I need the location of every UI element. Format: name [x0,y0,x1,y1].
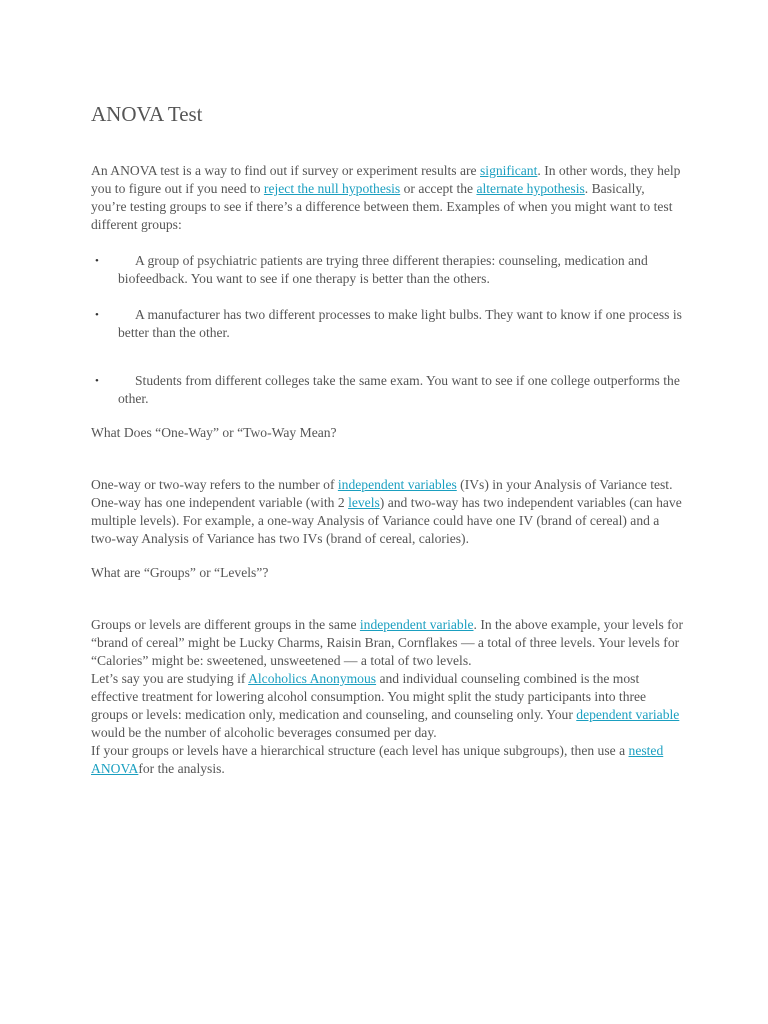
section1-text-1: One-way or two-way refers to the number of [91,477,338,492]
list-item-text: A group of psychiatric patients are trying three different therapies: counseling, medication and biofeedback. You want to see if one therapy is better than the others. [118,253,648,286]
intro-text-2: . In other words, they help you to figure out if you need to [91,163,681,196]
link-dependent-variable[interactable]: dependent variable [576,707,680,722]
bullet-icon: • [95,309,99,321]
list-item [91,372,683,408]
intro-text-1: An ANOVA test is a way to find out if survey or experiment results are [91,163,480,178]
page-title: ANOVA Test [91,102,203,126]
intro-text-4: . Basically, you’re testing groups to see if there’s a difference between them. Examples of when you might want to test different groups: [91,181,673,232]
section1-text-3: ) and two-way has two independent variables (can have multiple levels). For example, a one-way Analysis of Variance could have one IV (brand of cereal) and a two-way Analysis of Variance has two IVs (brand of cereal, calories). [91,495,682,546]
link-alcoholics-anonymous[interactable]: Alcoholics Anonymous [248,671,377,686]
one-way-paragraph [91,476,683,548]
examples-list [91,252,683,408]
alcoholics-paragraph [91,670,683,742]
section-heading-groups-levels: What are “Groups” or “Levels”? [91,565,269,580]
groups-text-1: Groups or levels are different groups in the same [91,617,360,632]
document-body [91,100,683,778]
link-reject-null-hypothesis[interactable]: reject the null hypothesis [263,181,401,196]
intro-text-3: or accept the [400,181,477,196]
alcoholics-text-3: would be the number of alcoholic beverages consumed per day. [91,725,437,740]
alcoholics-text-1: Let’s say you are studying if [91,671,249,686]
nested-text-2: for the analysis. [138,761,225,776]
bullet-icon: • [95,375,99,387]
groups-text-2: . In the above example, your levels for “brand of cereal” might be Lucky Charms, Raisin Bran, Cornflakes — a total of three levels. Your levels for “Calories” might be: sweetened, unsweetened — a total of two levels. [91,617,684,668]
link-nested-anova[interactable]: nested ANOVA [91,743,664,776]
nested-text-1: If your groups or levels have a hierarchical structure (each level has unique subgroups), then use a [91,743,629,758]
list-item [91,306,683,342]
link-alternate-hypothesis[interactable]: alternate hypothesis [476,181,585,196]
list-item-text: A manufacturer has two different processes to make light bulbs. They want to know if one process is better than the other. [118,307,682,340]
groups-paragraph [91,616,683,670]
link-significant[interactable]: significant [480,163,538,178]
nested-paragraph [91,742,683,778]
section1-text-2: (IVs) in your Analysis of Variance test. One-way has one independent variable (with 2 [91,477,673,510]
link-independent-variables[interactable]: independent variables [337,477,457,492]
bullet-icon: • [95,255,99,267]
alcoholics-text-2: and individual counseling combined is the most effective treatment for lowering alcohol consumption. You might split the study participants into three groups or levels: medication only, medication and counseling, and counseling only. Your [91,671,647,722]
list-item-text: Students from different colleges take the same exam. You want to see if one college outperforms the other. [118,373,680,406]
link-levels[interactable]: levels [348,495,380,510]
intro-paragraph [91,162,683,234]
list-item [91,252,683,288]
section-heading-one-way: What Does “One-Way” or “Two-Way Mean? [91,425,337,440]
link-independent-variable[interactable]: independent variable [359,617,474,632]
